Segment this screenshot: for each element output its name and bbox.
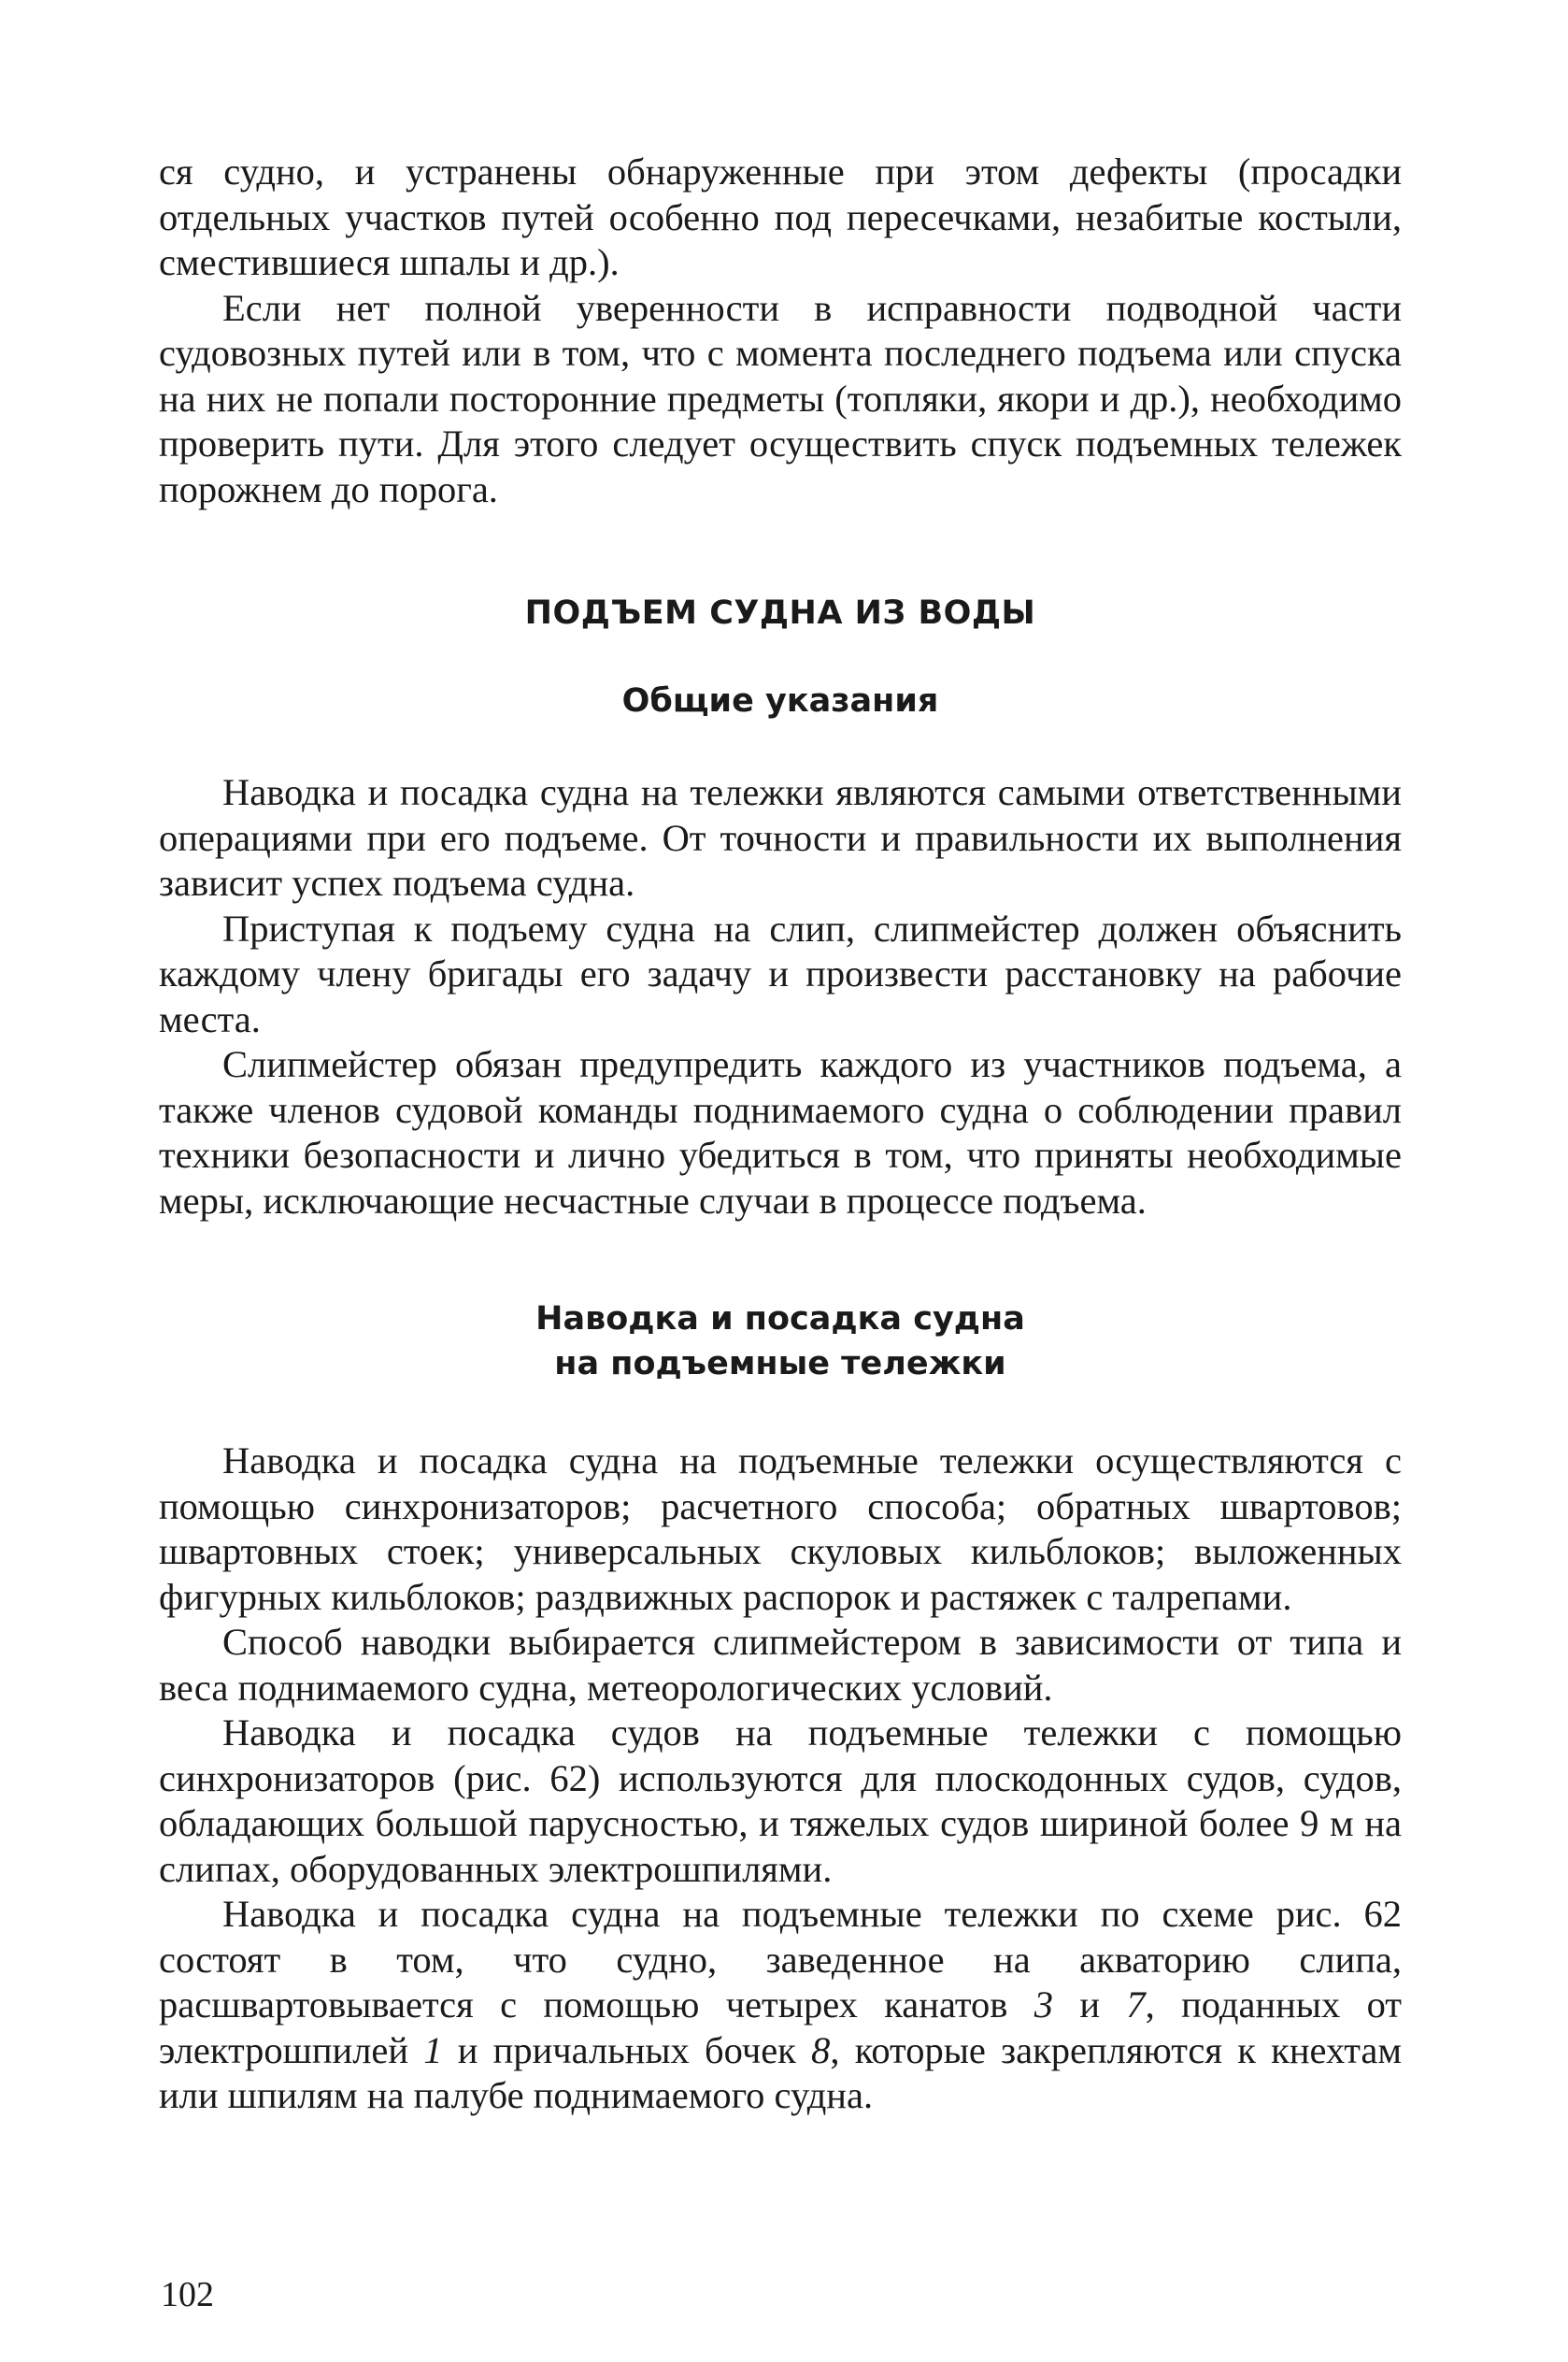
subsection-title xyxy=(159,1296,1402,1386)
text-run: Наводка и посадка судна на подъемные тележки по схеме рис. 62 состоят в том, что судно, заведенное на акваторию слипа, расшвартовывается с помощью четырех канатов xyxy=(159,1893,1402,2026)
paragraph: Наводка и посадка судна на тележки являются самыми ответственными операциями при его подъеме. От точности и правильности их выполнения зависит успех подъема судна. xyxy=(159,771,1402,904)
figure-ref-number: 1 xyxy=(423,2028,443,2071)
section-title: ПОДЪЕМ СУДНА ИЗ ВОДЫ xyxy=(524,594,1036,632)
paragraph: ся судно, и устранены обнаруженные при этом дефекты (просадки отдельных участков путей особенно под пересечками, незабитые костыли, сместившиеся шпалы и др.). xyxy=(159,150,1402,283)
page-number: 102 xyxy=(161,2275,214,2314)
text-run: , которые закрепляются к кнехтам или шпилям на палубе поднимаемого судна. xyxy=(159,2028,1402,2116)
subsection-title-line: на подъемные тележки xyxy=(554,1345,1006,1382)
figure-ref-number: 7 xyxy=(1126,1983,1146,2026)
paragraph: Приступая к подъему судна на слип, слипмейстер должен объяснить каждому члену бригады его задачу и произвести расстановку на рабочие места. xyxy=(159,907,1402,1040)
paragraph: Способ наводки выбирается слипмейстером в зависимости от типа и веса поднимаемого судна, метеорологических условий. xyxy=(159,1621,1402,1709)
subsection-title-line: Наводка и посадка судна xyxy=(535,1300,1025,1338)
text-run: и причальных бочек xyxy=(442,2028,812,2071)
subsection-title: Общие указания xyxy=(621,682,939,720)
figure-ref-number: 8 xyxy=(811,2028,831,2071)
figure-ref-number: 3 xyxy=(1033,1983,1054,2026)
paragraph: Если нет полной уверенности в исправности подводной части судовозных путей или в том, что с момента последнего подъема или спуска на них не попали посторонние предметы (топляки, якори и др.), необходимо проверить пути. Для этого следует осуществить спуск подъемных тележек порожнем до порога. xyxy=(159,286,1402,510)
paragraph: Наводка и посадка судна на подъемные тележки осуществляются с помощью синхронизаторов; расчетного способа; обратных швартовов; швартовных стоек; универсальных скуловых кильблоков; выложенных фигурных кильблоков; раздвижных распорок и растяжек с талрепами. xyxy=(159,1439,1402,1618)
paragraph: Слипмейстер обязан предупредить каждого из участников подъема, а также членов судовой команды поднимаемого судна о соблюдении правил техники безопасности и лично убедиться в том, что приняты необходимые меры, исключающие несчастные случаи в процессе подъема. xyxy=(159,1043,1402,1222)
paragraph: Наводка и посадка судов на подъемные тележки с помощью синхронизаторов (рис. 62) используются для плоскодонных судов, судов, обладающих большой парусностью, и тяжелых судов шириной более 9 м на слипах, оборудованных электрошпилями. xyxy=(159,1711,1402,1890)
paragraph xyxy=(159,1892,1402,2119)
text-run: , поданных от электрошпилей xyxy=(159,1983,1402,2071)
document-page xyxy=(159,150,1402,2119)
text-run: и xyxy=(1053,1983,1127,2026)
